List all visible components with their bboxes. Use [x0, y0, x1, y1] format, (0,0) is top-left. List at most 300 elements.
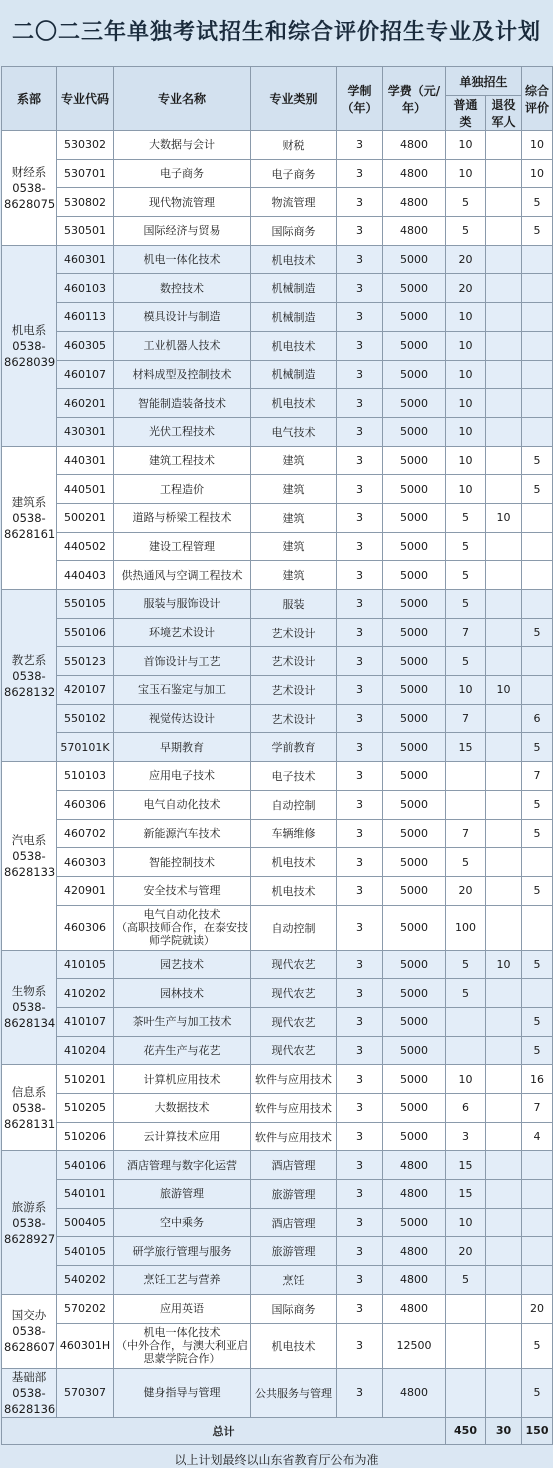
major-years: 3 — [337, 1065, 383, 1094]
major-fee: 12500 — [383, 1323, 446, 1368]
major-years: 3 — [337, 1036, 383, 1065]
comprehensive-quota: 7 — [522, 1094, 553, 1123]
major-code: 460306 — [57, 905, 114, 950]
major-fee: 4800 — [383, 188, 446, 217]
major-years: 3 — [337, 733, 383, 762]
major-code: 460107 — [57, 360, 114, 389]
veteran-quota — [486, 1094, 522, 1123]
header-fee: 学费（元/年） — [383, 67, 446, 131]
comprehensive-quota: 5 — [522, 819, 553, 848]
normal-quota: 10 — [446, 676, 486, 705]
veteran-quota — [486, 331, 522, 360]
comprehensive-quota — [522, 389, 553, 418]
comprehensive-quota: 5 — [522, 1007, 553, 1036]
dept-cell: 财经系 0538- 8628075 — [2, 131, 57, 246]
major-name: 机电一体化技术 — [114, 245, 251, 274]
major-code: 440501 — [57, 475, 114, 504]
table-row — [2, 905, 553, 950]
veteran-quota — [486, 245, 522, 274]
major-category: 软件与应用技术 — [251, 1094, 337, 1123]
normal-quota: 3 — [446, 1122, 486, 1151]
comprehensive-quota — [522, 303, 553, 332]
major-fee: 5000 — [383, 417, 446, 446]
major-code: 510206 — [57, 1122, 114, 1151]
major-code: 440403 — [57, 561, 114, 590]
normal-quota: 15 — [446, 1151, 486, 1180]
dept-cell: 信息系 0538- 8628131 — [2, 1065, 57, 1151]
normal-quota: 7 — [446, 819, 486, 848]
major-code: 530302 — [57, 131, 114, 160]
normal-quota: 5 — [446, 188, 486, 217]
veteran-quota — [486, 532, 522, 561]
major-category: 机电技术 — [251, 1323, 337, 1368]
major-name: 服装与服饰设计 — [114, 590, 251, 619]
veteran-quota — [486, 475, 522, 504]
comprehensive-quota — [522, 979, 553, 1008]
veteran-quota — [486, 446, 522, 475]
table-row — [2, 274, 553, 303]
table-row — [2, 1122, 553, 1151]
major-years: 3 — [337, 1368, 383, 1417]
table-row — [2, 1208, 553, 1237]
major-fee: 5000 — [383, 905, 446, 950]
veteran-quota — [486, 159, 522, 188]
table-row — [2, 733, 553, 762]
dept-cell: 机电系 0538- 8628039 — [2, 245, 57, 446]
table-row — [2, 618, 553, 647]
comprehensive-quota — [522, 676, 553, 705]
veteran-quota — [486, 1266, 522, 1295]
veteran-quota — [486, 819, 522, 848]
table-row — [2, 1180, 553, 1209]
normal-quota: 5 — [446, 950, 486, 979]
table-body — [2, 131, 553, 1418]
normal-quota: 5 — [446, 590, 486, 619]
major-fee: 5000 — [383, 1007, 446, 1036]
major-category: 现代农艺 — [251, 979, 337, 1008]
veteran-quota — [486, 790, 522, 819]
veteran-quota — [486, 848, 522, 877]
comprehensive-quota — [522, 848, 553, 877]
total-comprehensive: 150 — [522, 1417, 553, 1444]
major-years: 3 — [337, 475, 383, 504]
normal-quota: 20 — [446, 876, 486, 905]
major-fee: 5000 — [383, 647, 446, 676]
major-code: 500405 — [57, 1208, 114, 1237]
major-years: 3 — [337, 1266, 383, 1295]
table-row — [2, 1094, 553, 1123]
table-row — [2, 417, 553, 446]
comprehensive-quota: 5 — [522, 1323, 553, 1368]
header-normal: 普通类 — [446, 96, 486, 131]
table-row — [2, 1368, 553, 1417]
major-code: 460306 — [57, 790, 114, 819]
veteran-quota: 10 — [486, 676, 522, 705]
major-fee: 5000 — [383, 590, 446, 619]
table-row — [2, 762, 553, 791]
major-years: 3 — [337, 1294, 383, 1323]
veteran-quota — [486, 217, 522, 246]
comprehensive-quota — [522, 532, 553, 561]
header-single: 单独招生 — [446, 67, 522, 96]
total-veteran: 30 — [486, 1417, 522, 1444]
major-fee: 5000 — [383, 446, 446, 475]
major-code: 530501 — [57, 217, 114, 246]
normal-quota — [446, 1323, 486, 1368]
major-code: 410202 — [57, 979, 114, 1008]
major-category: 艺术设计 — [251, 618, 337, 647]
major-code: 550105 — [57, 590, 114, 619]
normal-quota: 20 — [446, 245, 486, 274]
major-code: 530802 — [57, 188, 114, 217]
header-category: 专业类别 — [251, 67, 337, 131]
table-row — [2, 389, 553, 418]
major-name: 环境艺术设计 — [114, 618, 251, 647]
major-category: 车辆维修 — [251, 819, 337, 848]
normal-quota: 10 — [446, 303, 486, 332]
major-category: 机电技术 — [251, 848, 337, 877]
table-row — [2, 876, 553, 905]
comprehensive-quota: 5 — [522, 1368, 553, 1417]
major-code: 460103 — [57, 274, 114, 303]
table-row — [2, 1237, 553, 1266]
comprehensive-quota — [522, 245, 553, 274]
major-code: 550102 — [57, 704, 114, 733]
major-fee: 5000 — [383, 303, 446, 332]
table-row — [2, 1065, 553, 1094]
comprehensive-quota — [522, 1208, 553, 1237]
table-row — [2, 1294, 553, 1323]
major-years: 3 — [337, 360, 383, 389]
major-name: 酒店管理与数字化运营 — [114, 1151, 251, 1180]
dept-cell: 建筑系 0538- 8628161 — [2, 446, 57, 589]
veteran-quota — [486, 762, 522, 791]
major-category: 软件与应用技术 — [251, 1065, 337, 1094]
veteran-quota — [486, 131, 522, 160]
comprehensive-quota — [522, 561, 553, 590]
table-row — [2, 704, 553, 733]
table-row — [2, 360, 553, 389]
major-category: 国际商务 — [251, 1294, 337, 1323]
major-category: 建筑 — [251, 503, 337, 532]
table-row — [2, 159, 553, 188]
major-years: 3 — [337, 1007, 383, 1036]
comprehensive-quota: 5 — [522, 733, 553, 762]
major-category: 国际商务 — [251, 217, 337, 246]
major-code: 460303 — [57, 848, 114, 877]
dept-cell: 生物系 0538- 8628134 — [2, 950, 57, 1065]
major-code: 550123 — [57, 647, 114, 676]
major-name: 茶叶生产与加工技术 — [114, 1007, 251, 1036]
table-row — [2, 1266, 553, 1295]
major-code: 460113 — [57, 303, 114, 332]
major-category: 现代农艺 — [251, 1036, 337, 1065]
normal-quota — [446, 1036, 486, 1065]
major-fee: 4800 — [383, 159, 446, 188]
major-category: 艺术设计 — [251, 647, 337, 676]
major-code: 440502 — [57, 532, 114, 561]
major-code: 570101K — [57, 733, 114, 762]
major-fee: 5000 — [383, 950, 446, 979]
footnote: 以上计划最终以山东省教育厅公布为准 — [174, 1452, 379, 1467]
major-fee: 4800 — [383, 1151, 446, 1180]
major-fee: 5000 — [383, 1122, 446, 1151]
major-name: 宝玉石鉴定与加工 — [114, 676, 251, 705]
major-years: 3 — [337, 532, 383, 561]
major-years: 3 — [337, 1094, 383, 1123]
major-code: 410107 — [57, 1007, 114, 1036]
table-row — [2, 245, 553, 274]
major-code: 500201 — [57, 503, 114, 532]
major-code: 460305 — [57, 331, 114, 360]
major-fee: 5000 — [383, 733, 446, 762]
comprehensive-quota — [522, 331, 553, 360]
major-name: 安全技术与管理 — [114, 876, 251, 905]
major-fee: 5000 — [383, 561, 446, 590]
major-code: 540106 — [57, 1151, 114, 1180]
major-years: 3 — [337, 790, 383, 819]
major-name: 供热通风与空调工程技术 — [114, 561, 251, 590]
admission-plan-table — [1, 66, 553, 1445]
major-name: 智能控制技术 — [114, 848, 251, 877]
comprehensive-quota: 20 — [522, 1294, 553, 1323]
normal-quota: 10 — [446, 131, 486, 160]
normal-quota: 5 — [446, 217, 486, 246]
comprehensive-quota — [522, 274, 553, 303]
veteran-quota — [486, 1007, 522, 1036]
major-years: 3 — [337, 647, 383, 676]
veteran-quota — [486, 1237, 522, 1266]
major-name: 研学旅行管理与服务 — [114, 1237, 251, 1266]
veteran-quota — [486, 1151, 522, 1180]
major-fee: 5000 — [383, 618, 446, 647]
major-name: 早期教育 — [114, 733, 251, 762]
major-years: 3 — [337, 590, 383, 619]
major-fee: 4800 — [383, 1294, 446, 1323]
total-row — [2, 1417, 553, 1444]
major-code: 410105 — [57, 950, 114, 979]
major-category: 机电技术 — [251, 331, 337, 360]
major-category: 现代农艺 — [251, 950, 337, 979]
normal-quota: 5 — [446, 848, 486, 877]
major-years: 3 — [337, 217, 383, 246]
major-fee: 5000 — [383, 876, 446, 905]
major-years: 3 — [337, 1208, 383, 1237]
dept-cell: 教艺系 0538- 8628132 — [2, 590, 57, 762]
comprehensive-quota: 5 — [522, 475, 553, 504]
major-category: 机械制造 — [251, 303, 337, 332]
comprehensive-quota — [522, 647, 553, 676]
veteran-quota — [486, 590, 522, 619]
dept-cell: 汽电系 0538- 8628133 — [2, 762, 57, 950]
major-category: 机电技术 — [251, 389, 337, 418]
major-years: 3 — [337, 503, 383, 532]
major-code: 460702 — [57, 819, 114, 848]
normal-quota: 5 — [446, 647, 486, 676]
total-normal: 450 — [446, 1417, 486, 1444]
veteran-quota — [486, 1065, 522, 1094]
major-category: 财税 — [251, 131, 337, 160]
major-category: 电气技术 — [251, 417, 337, 446]
major-years: 3 — [337, 676, 383, 705]
major-years: 3 — [337, 1122, 383, 1151]
major-category: 建筑 — [251, 446, 337, 475]
comprehensive-quota: 5 — [522, 446, 553, 475]
comprehensive-quota: 5 — [522, 950, 553, 979]
major-name: 道路与桥梁工程技术 — [114, 503, 251, 532]
dept-cell: 国交办 0538- 8628607 — [2, 1294, 57, 1368]
major-category: 建筑 — [251, 475, 337, 504]
normal-quota: 5 — [446, 503, 486, 532]
major-category: 电子商务 — [251, 159, 337, 188]
major-fee: 5000 — [383, 1094, 446, 1123]
major-code: 570307 — [57, 1368, 114, 1417]
major-category: 电子技术 — [251, 762, 337, 791]
major-fee: 5000 — [383, 790, 446, 819]
major-category: 酒店管理 — [251, 1208, 337, 1237]
normal-quota: 10 — [446, 159, 486, 188]
major-fee: 4800 — [383, 1180, 446, 1209]
major-code: 540105 — [57, 1237, 114, 1266]
major-name: 建设工程管理 — [114, 532, 251, 561]
dept-cell: 基础部 0538- 8628136 — [2, 1368, 57, 1417]
normal-quota: 15 — [446, 733, 486, 762]
comprehensive-quota — [522, 503, 553, 532]
major-name: 园林技术 — [114, 979, 251, 1008]
veteran-quota — [486, 389, 522, 418]
table-row — [2, 331, 553, 360]
table-row — [2, 647, 553, 676]
veteran-quota — [486, 905, 522, 950]
major-name: 新能源汽车技术 — [114, 819, 251, 848]
comprehensive-quota: 5 — [522, 217, 553, 246]
major-years: 3 — [337, 274, 383, 303]
header-veteran: 退役军人 — [486, 96, 522, 131]
major-fee: 5000 — [383, 979, 446, 1008]
veteran-quota — [486, 417, 522, 446]
major-years: 3 — [337, 446, 383, 475]
table-row — [2, 848, 553, 877]
normal-quota: 7 — [446, 618, 486, 647]
normal-quota: 10 — [446, 475, 486, 504]
major-name: 数控技术 — [114, 274, 251, 303]
normal-quota: 20 — [446, 1237, 486, 1266]
major-fee: 5000 — [383, 1208, 446, 1237]
major-years: 3 — [337, 561, 383, 590]
major-code: 420107 — [57, 676, 114, 705]
veteran-quota — [486, 1036, 522, 1065]
major-name: 烹饪工艺与营养 — [114, 1266, 251, 1295]
comprehensive-quota — [522, 360, 553, 389]
major-years: 3 — [337, 876, 383, 905]
major-code: 510201 — [57, 1065, 114, 1094]
veteran-quota: 10 — [486, 503, 522, 532]
major-name: 视觉传达设计 — [114, 704, 251, 733]
normal-quota: 10 — [446, 389, 486, 418]
normal-quota — [446, 790, 486, 819]
header-code: 专业代码 — [57, 67, 114, 131]
major-fee: 5000 — [383, 245, 446, 274]
major-name: 机电一体化技术 （中外合作，与澳大利亚启 思蒙学院合作） — [114, 1323, 251, 1368]
major-category: 机械制造 — [251, 360, 337, 389]
major-category: 建筑 — [251, 532, 337, 561]
veteran-quota — [486, 733, 522, 762]
major-years: 3 — [337, 389, 383, 418]
table-row — [2, 532, 553, 561]
normal-quota: 100 — [446, 905, 486, 950]
major-fee: 5000 — [383, 475, 446, 504]
normal-quota: 20 — [446, 274, 486, 303]
header-name: 专业名称 — [114, 67, 251, 131]
major-category: 烹饪 — [251, 1266, 337, 1295]
veteran-quota — [486, 618, 522, 647]
comprehensive-quota: 5 — [522, 618, 553, 647]
normal-quota: 10 — [446, 417, 486, 446]
major-fee: 4800 — [383, 1266, 446, 1295]
major-name: 模具设计与制造 — [114, 303, 251, 332]
comprehensive-quota — [522, 1237, 553, 1266]
veteran-quota — [486, 561, 522, 590]
major-years: 3 — [337, 848, 383, 877]
major-code: 430301 — [57, 417, 114, 446]
table-row — [2, 590, 553, 619]
major-name: 材料成型及控制技术 — [114, 360, 251, 389]
header-dept: 系部 — [2, 67, 57, 131]
major-name: 计算机应用技术 — [114, 1065, 251, 1094]
major-fee: 5000 — [383, 503, 446, 532]
table-row — [2, 561, 553, 590]
comprehensive-quota — [522, 905, 553, 950]
major-fee: 4800 — [383, 217, 446, 246]
comprehensive-quota — [522, 417, 553, 446]
major-years: 3 — [337, 159, 383, 188]
normal-quota: 15 — [446, 1180, 486, 1209]
major-years: 3 — [337, 188, 383, 217]
major-name: 云计算技术应用 — [114, 1122, 251, 1151]
major-years: 3 — [337, 950, 383, 979]
major-name: 工业机器人技术 — [114, 331, 251, 360]
major-name: 电子商务 — [114, 159, 251, 188]
major-name: 电气自动化技术 — [114, 790, 251, 819]
comprehensive-quota — [522, 1180, 553, 1209]
major-name: 首饰设计与工艺 — [114, 647, 251, 676]
table-row — [2, 1007, 553, 1036]
major-years: 3 — [337, 245, 383, 274]
major-fee: 5000 — [383, 704, 446, 733]
header-years: 学制（年） — [337, 67, 383, 131]
comprehensive-quota: 10 — [522, 131, 553, 160]
comprehensive-quota: 5 — [522, 188, 553, 217]
major-years: 3 — [337, 417, 383, 446]
major-category: 公共服务与管理 — [251, 1368, 337, 1417]
major-category: 酒店管理 — [251, 1151, 337, 1180]
comprehensive-quota: 6 — [522, 704, 553, 733]
normal-quota: 10 — [446, 360, 486, 389]
veteran-quota — [486, 876, 522, 905]
major-name: 国际经济与贸易 — [114, 217, 251, 246]
major-name: 智能制造装备技术 — [114, 389, 251, 418]
comprehensive-quota: 7 — [522, 762, 553, 791]
major-years: 3 — [337, 762, 383, 791]
major-years: 3 — [337, 1151, 383, 1180]
major-fee: 5000 — [383, 532, 446, 561]
table-row — [2, 1323, 553, 1368]
major-name: 旅游管理 — [114, 1180, 251, 1209]
major-fee: 5000 — [383, 331, 446, 360]
major-name: 大数据与会计 — [114, 131, 251, 160]
veteran-quota — [486, 188, 522, 217]
page-title: 二〇二三年单独考试招生和综合评价招生专业及计划 — [0, 0, 553, 66]
